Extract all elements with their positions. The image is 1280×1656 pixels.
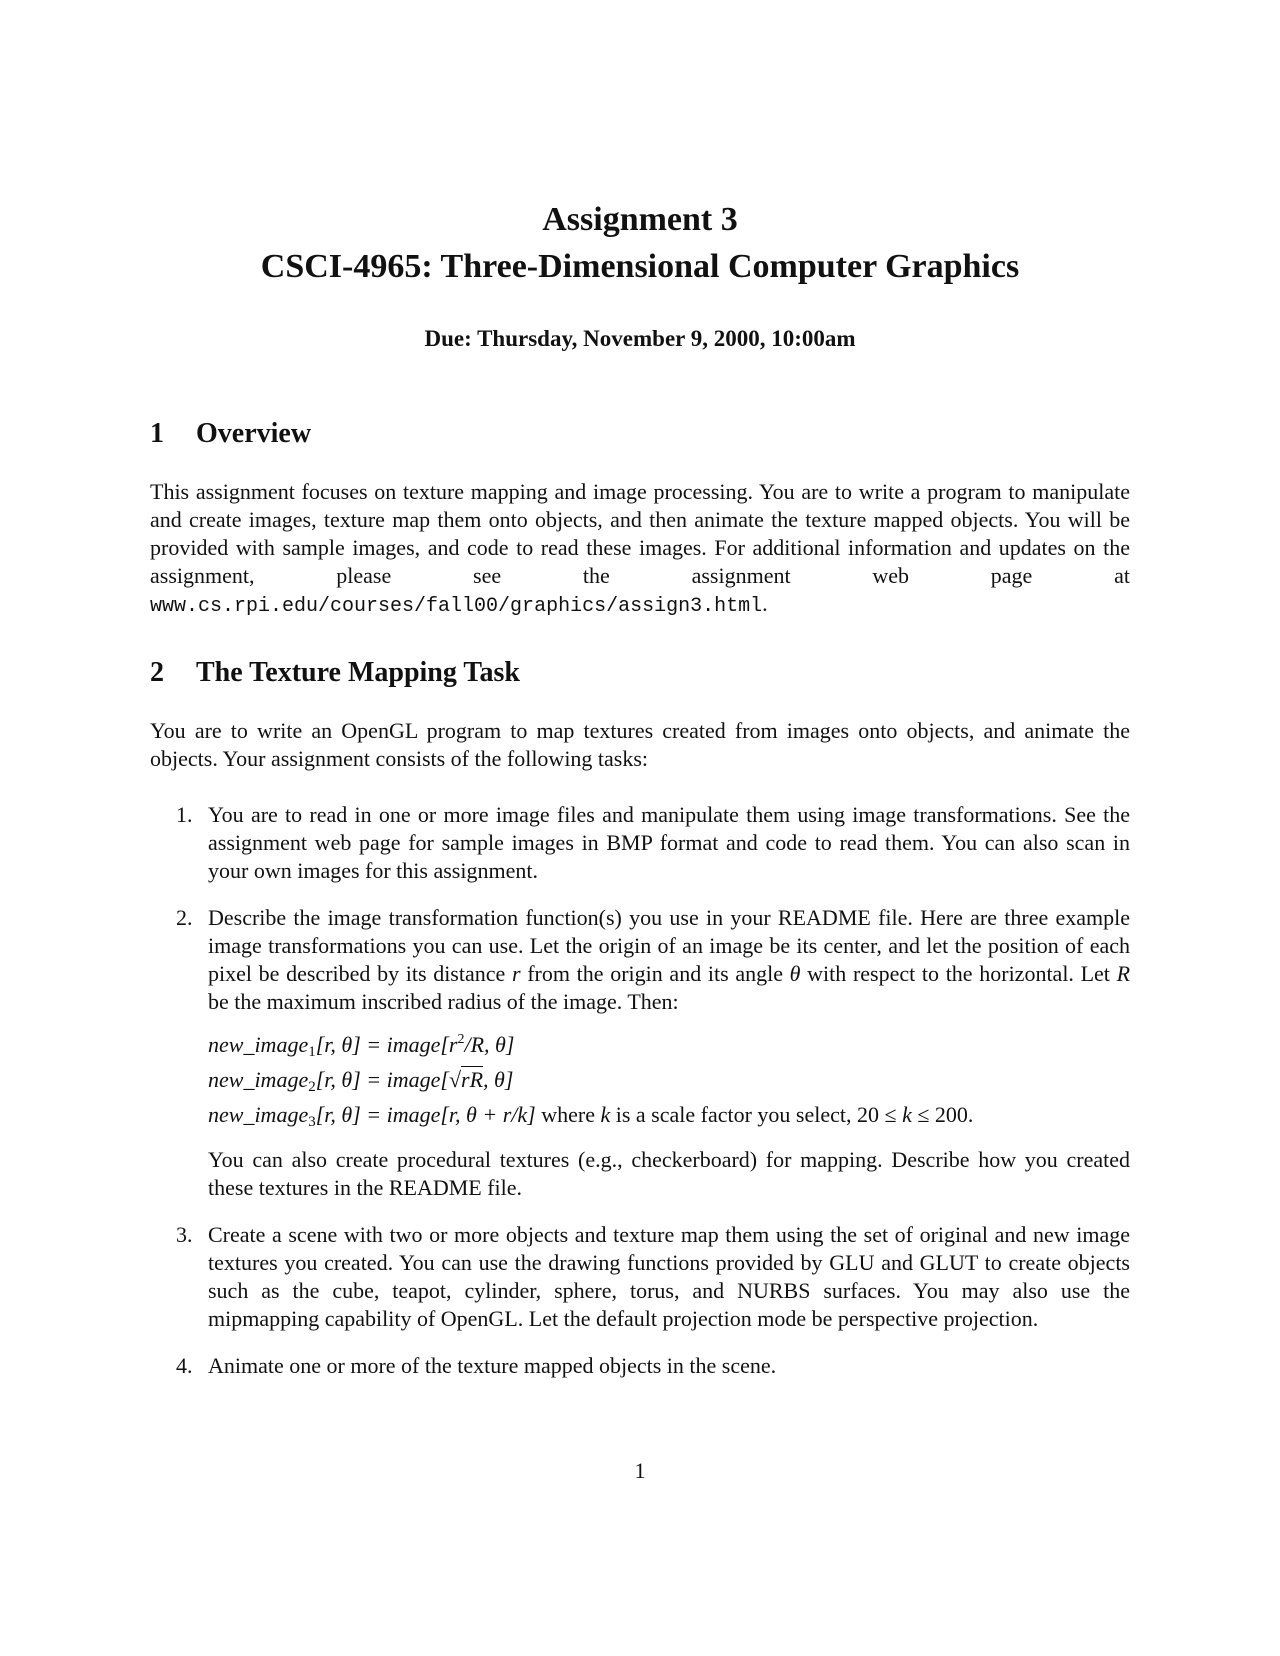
item-number: 4.	[176, 1353, 193, 1378]
section-number: 1	[150, 418, 164, 449]
title-block	[150, 196, 1130, 290]
assignment-url: www.cs.rpi.edu/courses/fall00/graphics/assign3.html	[150, 595, 763, 618]
item-number: 2.	[176, 905, 193, 930]
section-number: 2	[150, 657, 164, 688]
url-period: .	[762, 591, 768, 616]
item-number: 1.	[176, 802, 193, 827]
item-text: Create a scene with two or more objects and texture map them using the set of original and new image textures you created. You can use the drawing functions provided by GLU and GLUT to create objects such as the cube, teapot, cylinder, sphere, torus, and NURBS surfaces. You may also use the mipmapping capability of OpenGL. Let the default projection mode be perspective projection.	[208, 1222, 1130, 1331]
list-item	[150, 904, 1130, 1202]
list-item	[150, 1221, 1130, 1333]
sqrt-body: rR	[461, 1067, 484, 1092]
sqrt-sign: √	[448, 1067, 462, 1092]
item-number: 3.	[176, 1222, 193, 1247]
task-intro: You are to write an OpenGL program to map textures created from images onto objects, and animate the objects. Your assignment consists of the following tasks:	[150, 718, 1130, 771]
due-date: Due: Thursday, November 9, 2000, 10:00am	[424, 326, 856, 351]
item-text: Describe the image transformation function(s) you use in your README file. Here are three example image transformations you can use. Let the origin of an image be its center, and let the position of each pixel be described by its distance r from the origin and its angle θ with respect to the horizontal. Let R be the maximum inscribed radius of the image. Then:	[208, 905, 1131, 1014]
list-item	[150, 1352, 1130, 1380]
item-text: Animate one or more of the texture mapped objects in the scene.	[208, 1353, 777, 1378]
variable-R: R	[1116, 961, 1131, 986]
formula-3: new_image$_3$[r, θ] = image[r, θ + r/k] where k is a scale factor you select, 20 ≤ k ≤ 200.	[208, 1102, 974, 1130]
procedural-texture-note: You can also create procedural textures (e.g., checkerboard) for mapping. Describe how you created these textures in the README file.	[208, 1147, 1130, 1200]
course-title: CSCI-4965: Three-Dimensional Computer Graphics	[260, 248, 1020, 285]
page-number: 1	[634, 1458, 646, 1483]
assignment-title: Assignment 3	[542, 201, 738, 238]
task-list	[150, 801, 1130, 1380]
section-heading-texture-mapping	[150, 657, 1130, 689]
section-title: The Texture Mapping Task	[196, 657, 520, 688]
document-page	[150, 196, 1130, 1399]
item-text: You are to read in one or more image files and manipulate them using image transformations. See the assignment web page for sample images in BMP format and code to read them. You can also scan in your own images for this assignment.	[208, 802, 1130, 883]
overview-paragraph	[150, 478, 1130, 621]
variable-theta: θ	[789, 961, 801, 986]
list-item	[150, 801, 1130, 885]
overview-text: This assignment focuses on texture mapping and image processing. You are to write a program to manipulate and create images, texture map them onto objects, and then animate the texture mapped objects. You will be provided with sample images, and code to read these images. For additional information and updates on the assignment, please see the assignment web page at	[150, 479, 1130, 588]
section-heading-overview	[150, 418, 1130, 450]
formula-block	[208, 1026, 1130, 1136]
variable-r: r	[511, 961, 521, 986]
section-title: Overview	[196, 418, 312, 449]
formula-2: new_image$_2$[r, θ] = image[√rR, θ]	[208, 1067, 514, 1095]
formula-1: new_image$_1$[r, $\theta] = image[r^2/R$, θ]	[208, 1032, 515, 1060]
